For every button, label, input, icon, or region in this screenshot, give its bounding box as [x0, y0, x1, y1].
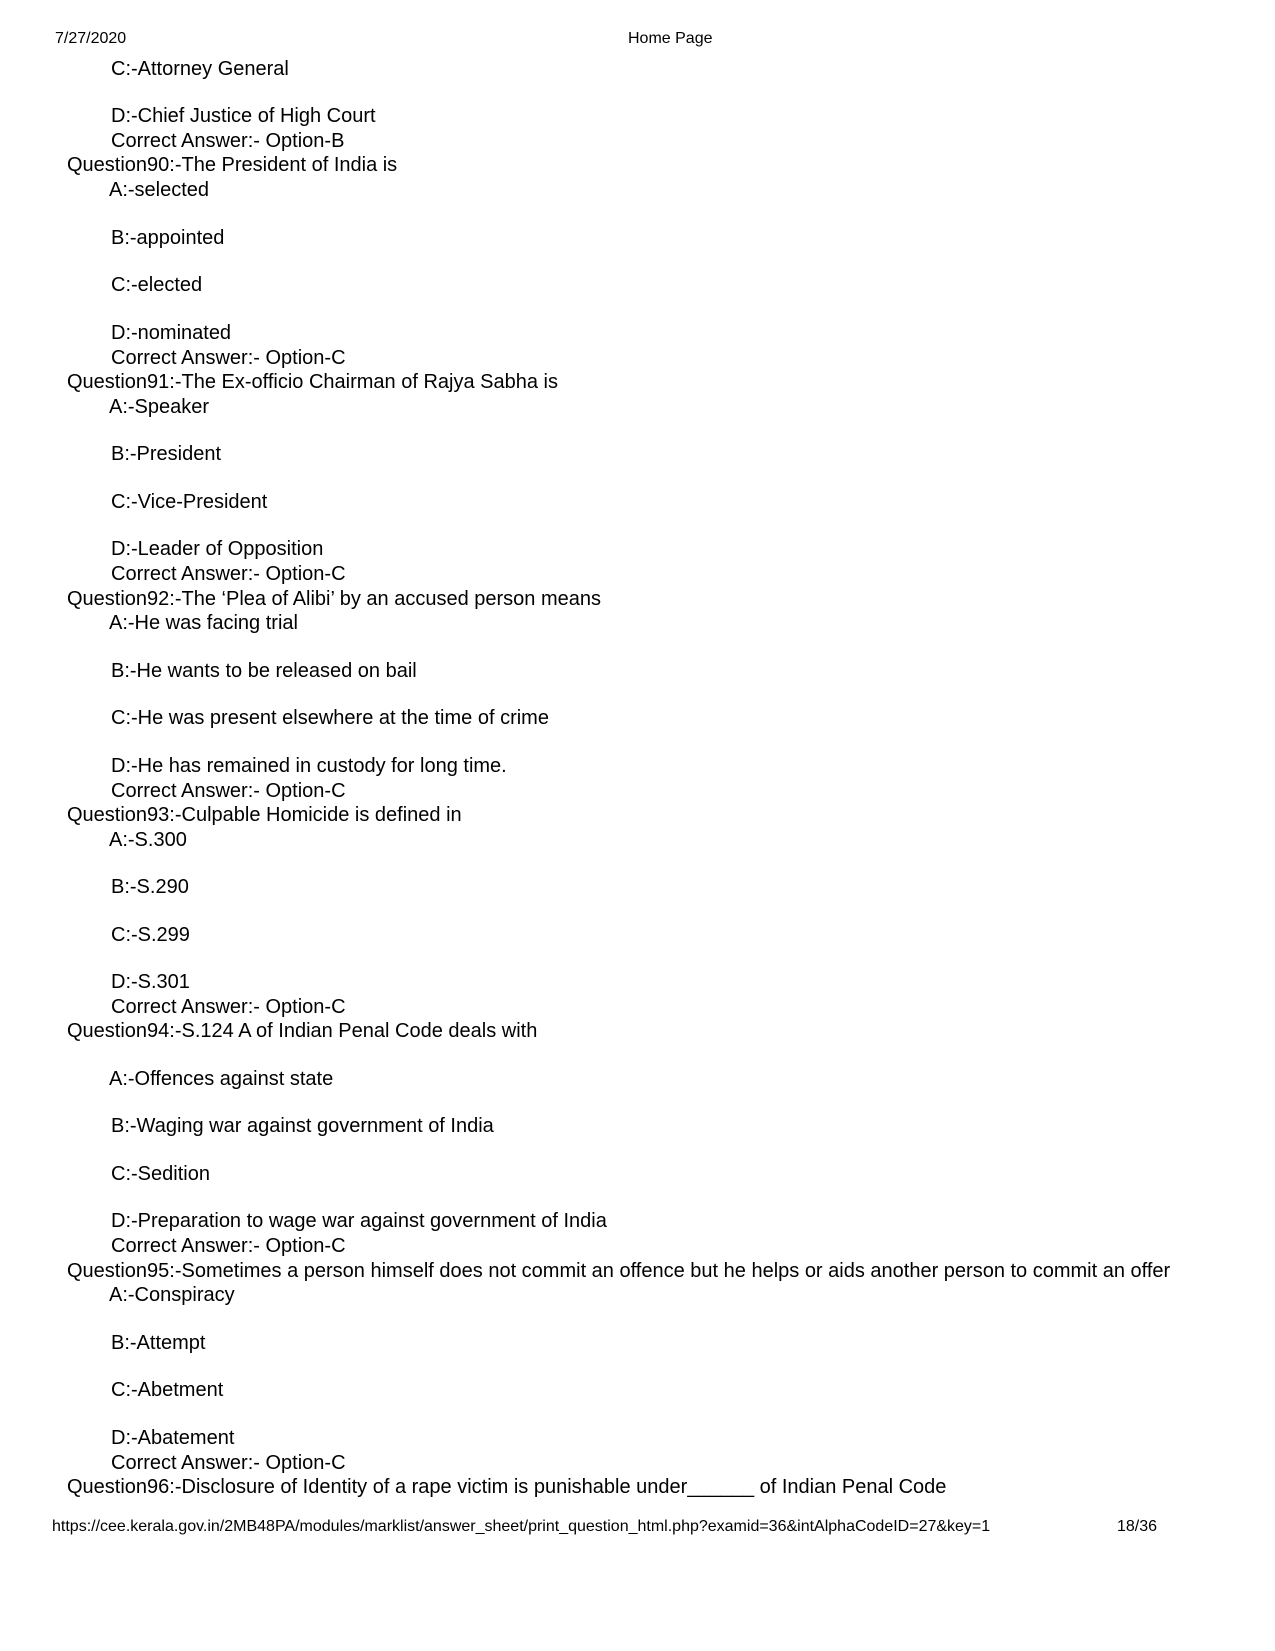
q95-option-d: D:-Abatement: [111, 1427, 235, 1449]
page-url: https://cee.kerala.gov.in/2MB48PA/modules/marklist/answer_sheet/print_question_html.php?examid=36&intAlphaCodeID=27&key=1: [52, 1518, 991, 1535]
q93-question: Question93:-Culpable Homicide is defined in: [67, 804, 462, 826]
q92-option-a: A:-He was facing trial: [109, 612, 298, 634]
q95-option-b: B:-Attempt: [111, 1332, 206, 1354]
q95-option-a: A:-Conspiracy: [109, 1284, 235, 1306]
q92-correct-answer: Correct Answer:- Option-C: [111, 780, 346, 802]
q95-option-c: C:-Abetment: [111, 1379, 224, 1401]
q91-option-a: A:-Speaker: [109, 396, 210, 418]
q94-question: Question94:-S.124 A of Indian Penal Code deals with: [67, 1020, 538, 1042]
q96-question: Question96:-Disclosure of Identity of a rape victim is punishable under______ of Indian Penal Code: [67, 1476, 947, 1498]
q92-option-c: C:-He was present elsewhere at the time of crime: [111, 707, 549, 729]
q95-question: Question95:-Sometimes a person himself does not commit an offence but he helps or aids another person to commit an offer: [67, 1260, 1171, 1282]
q94-option-b: B:-Waging war against government of India: [111, 1115, 494, 1137]
q90-correct-answer: Correct Answer:- Option-C: [111, 347, 346, 369]
q91-option-d: D:-Leader of Opposition: [111, 538, 324, 560]
q92-question: Question92:-The ‘Plea of Alibi’ by an accused person means: [67, 588, 602, 610]
q91-option-c: C:-Vice-President: [111, 491, 268, 513]
q91-option-b: B:-President: [111, 443, 222, 465]
q93-option-d: D:-S.301: [111, 971, 190, 993]
q93-option-a: A:-S.300: [109, 829, 187, 851]
q94-option-c: C:-Sedition: [111, 1163, 210, 1185]
q89-option-c: C:-Attorney General: [111, 58, 289, 80]
q93-correct-answer: Correct Answer:- Option-C: [111, 996, 346, 1018]
q91-question: Question91:-The Ex-officio Chairman of Rajya Sabha is: [67, 371, 558, 393]
q91-correct-answer: Correct Answer:- Option-C: [111, 563, 346, 585]
q90-option-a: A:-selected: [109, 179, 210, 201]
q94-correct-answer: Correct Answer:- Option-C: [111, 1235, 346, 1257]
q89-correct-answer: Correct Answer:- Option-B: [111, 130, 345, 152]
q93-option-b: B:-S.290: [111, 876, 189, 898]
q95-correct-answer: Correct Answer:- Option-C: [111, 1452, 346, 1474]
q90-option-b: B:-appointed: [111, 227, 225, 249]
q90-option-d: D:-nominated: [111, 322, 232, 344]
page-number: 18/36: [1117, 1518, 1158, 1535]
q92-option-d: D:-He has remained in custody for long time.: [111, 755, 507, 777]
print-date: 7/27/2020: [55, 30, 127, 47]
q92-option-b: B:-He wants to be released on bail: [111, 660, 417, 682]
page-title: Home Page: [628, 30, 713, 47]
q89-option-d: D:-Chief Justice of High Court: [111, 105, 376, 127]
q90-question: Question90:-The President of India is: [67, 154, 398, 176]
q93-option-c: C:-S.299: [111, 924, 190, 946]
q94-option-d: D:-Preparation to wage war against government of India: [111, 1210, 607, 1232]
q90-option-c: C:-elected: [111, 274, 203, 296]
q94-option-a: A:-Offences against state: [109, 1068, 334, 1090]
